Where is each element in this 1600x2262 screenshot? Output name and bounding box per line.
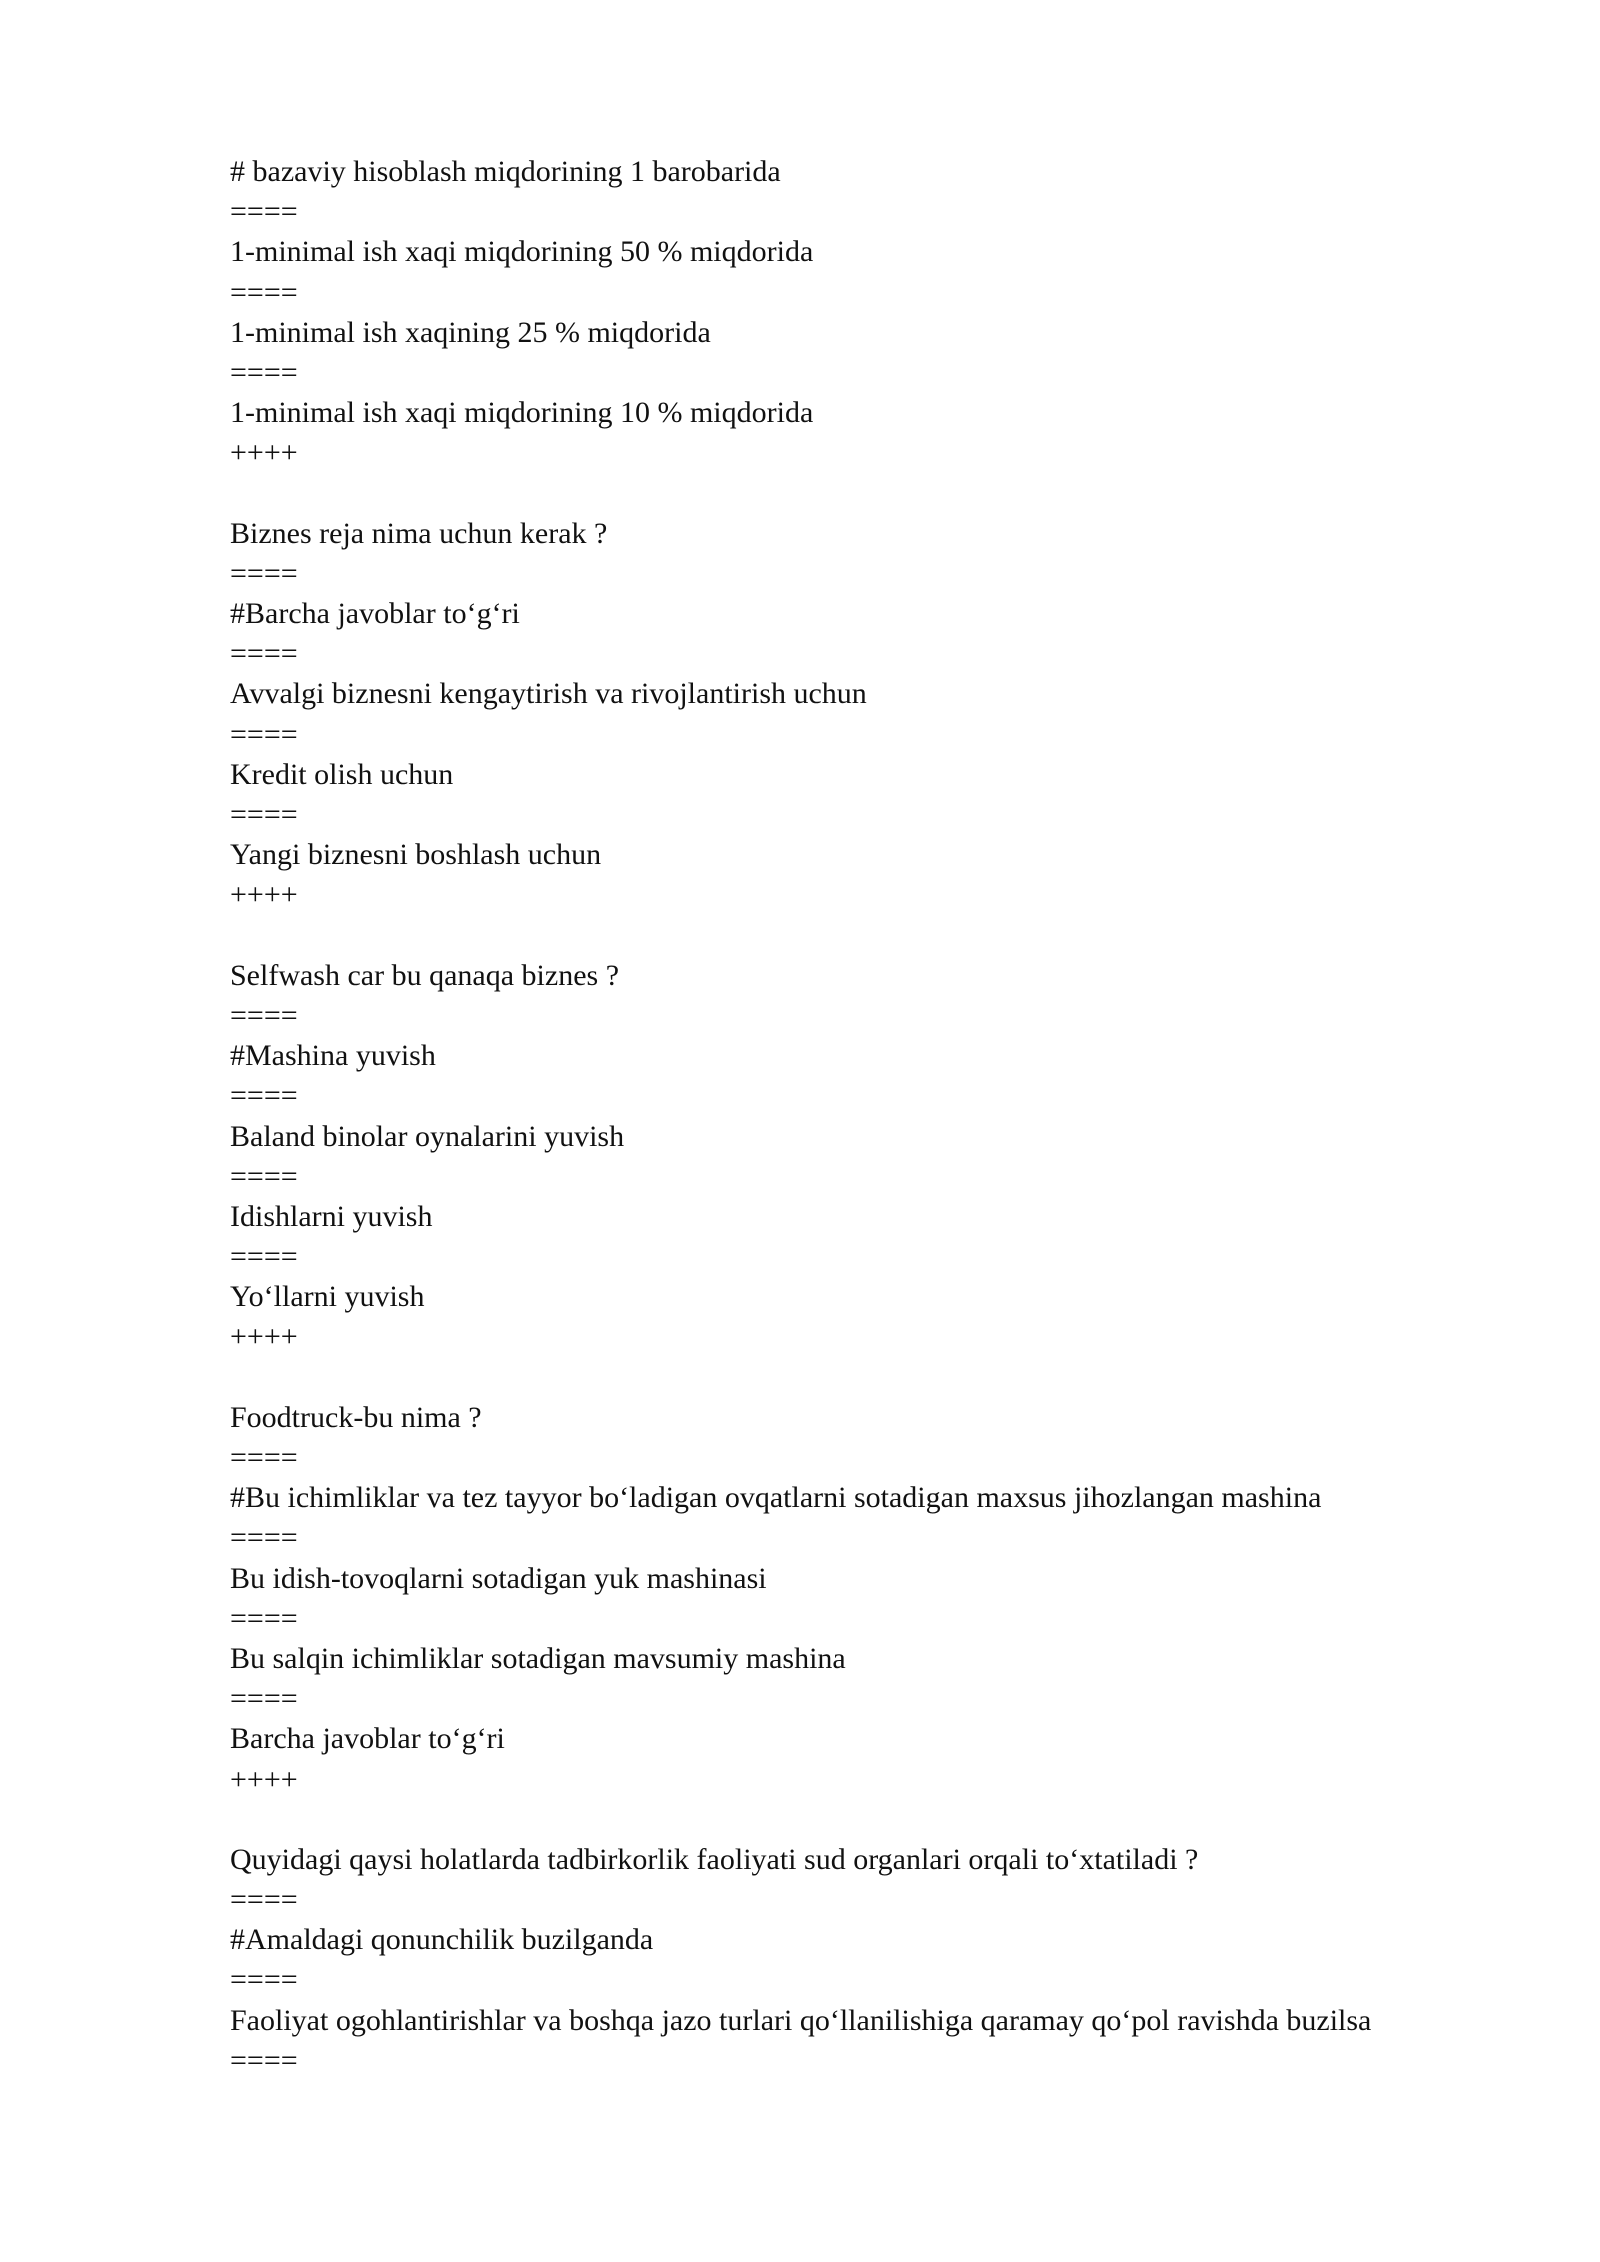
question-block xyxy=(230,1398,1530,1800)
correct-answer-text: #Bu ichimliklar va tez tayyor bo‘ladigan ovqatlarni sotadigan maxsus jihozlangan mashina xyxy=(230,1481,1322,1515)
answer-option-text: Avvalgi biznesni kengaytirish va rivojlantirish uchun xyxy=(230,677,867,711)
answer-option-text: Bu idish-tovoqlarni sotadigan yuk mashinasi xyxy=(230,1561,767,1595)
separator-line: ==== xyxy=(230,1441,298,1474)
answer-option-text: Barcha javoblar to‘g‘ri xyxy=(230,1722,505,1756)
answer-option-text: Yo‘llarni yuvish xyxy=(230,1280,425,1314)
answer-option-text: 1-minimal ish xaqi miqdorining 50 % miqdorida xyxy=(230,235,814,269)
answer-option-text: 1-minimal ish xaqi miqdorining 10 % miqdorida xyxy=(230,396,814,430)
separator-line: ==== xyxy=(230,2043,298,2077)
question-block xyxy=(230,1840,1530,2081)
answer-option-text: Kredit olish uchun xyxy=(230,757,454,791)
separator-line: ==== xyxy=(230,637,298,671)
separator-line: ==== xyxy=(230,195,298,229)
document-body xyxy=(230,152,1530,2081)
end-marker-line: ++++ xyxy=(230,878,298,912)
separator-line: ==== xyxy=(230,717,298,751)
separator-line: ==== xyxy=(230,275,298,309)
question-text: Selfwash car bu qanaqa biznes ? xyxy=(230,958,620,992)
separator-line: ==== xyxy=(230,798,298,831)
correct-answer-text: #Mashina yuvish xyxy=(230,1039,436,1073)
question-block xyxy=(230,956,1530,1358)
question-text: Biznes reja nima uchun kerak ? xyxy=(230,516,608,550)
separator-line: ==== xyxy=(230,998,298,1032)
answer-option-text: Idishlarni yuvish xyxy=(230,1199,433,1233)
end-marker-line: ++++ xyxy=(230,1320,298,1354)
separator-line: ==== xyxy=(230,1601,298,1635)
end-marker-line: ++++ xyxy=(230,436,298,470)
answer-option-text: Bu salqin ichimliklar sotadigan mavsumiy mashina xyxy=(230,1641,846,1675)
separator-line: ==== xyxy=(230,1883,298,1917)
answer-option-text: Baland binolar oynalarini yuvish xyxy=(230,1119,625,1153)
correct-answer-text: #Amaldagi qonunchilik buzilganda xyxy=(230,1923,654,1957)
separator-line: ==== xyxy=(230,1963,298,1997)
question-block xyxy=(230,514,1530,916)
correct-answer-text: #Barcha javoblar to‘g‘ri xyxy=(230,597,520,631)
question-text: Quyidagi qaysi holatlarda tadbirkorlik faoliyati sud organlari orqali to‘xtatiladi ? xyxy=(230,1842,1199,1876)
separator-line: ==== xyxy=(230,1079,298,1113)
separator-line: ==== xyxy=(230,1521,298,1555)
separator-line: ==== xyxy=(230,1240,298,1274)
correct-answer-text: # bazaviy hisoblash miqdorining 1 barobarida xyxy=(230,155,781,188)
separator-line: ==== xyxy=(230,1682,298,1716)
end-marker-line: ++++ xyxy=(230,1762,298,1796)
question-block xyxy=(230,152,1530,474)
question-text: Foodtruck-bu nima ? xyxy=(230,1400,482,1434)
separator-line: ==== xyxy=(230,556,298,590)
separator-line: ==== xyxy=(230,1159,298,1193)
answer-option-text: Faoliyat ogohlantirishlar va boshqa jazo turlari qo‘llanilishiga qaramay qo‘pol ravishda buzilsa xyxy=(230,2003,1372,2037)
separator-line: ==== xyxy=(230,355,298,389)
answer-option-text: 1-minimal ish xaqining 25 % miqdorida xyxy=(230,315,711,349)
answer-option-text: Yangi biznesni boshlash uchun xyxy=(230,838,602,872)
